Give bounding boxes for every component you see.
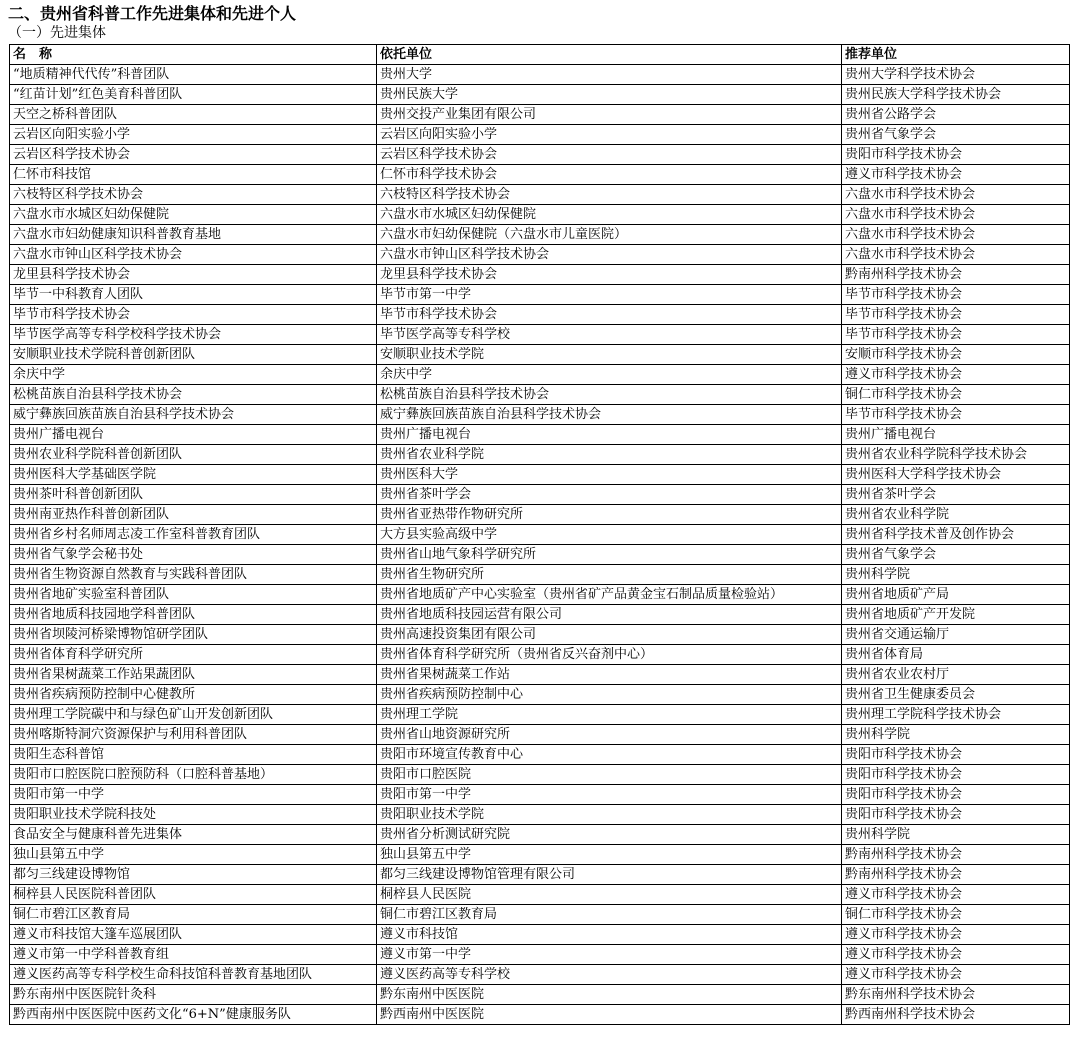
cell-recommending-unit: 贵州省体育局 <box>842 645 1070 665</box>
table-row <box>10 705 1070 725</box>
table-row <box>10 525 1070 545</box>
cell-name: 六盘水市水城区妇幼保健院 <box>10 205 377 225</box>
cell-host-unit: 六盘水市水城区妇幼保健院 <box>377 205 842 225</box>
cell-recommending-unit: 毕节市科学技术协会 <box>842 405 1070 425</box>
cell-host-unit: 贵阳职业技术学院 <box>377 805 842 825</box>
table-row <box>10 905 1070 925</box>
table-row <box>10 205 1070 225</box>
cell-host-unit: 贵阳市第一中学 <box>377 785 842 805</box>
cell-recommending-unit: 贵州省交通运输厅 <box>842 625 1070 645</box>
cell-name: 黔西南州中医医院中医药文化“6+N”健康服务队 <box>10 1005 377 1025</box>
table-row <box>10 145 1070 165</box>
cell-recommending-unit: 贵州省农业科学院 <box>842 505 1070 525</box>
cell-recommending-unit: 贵州民族大学科学技术协会 <box>842 85 1070 105</box>
cell-host-unit: 贵州广播电视台 <box>377 425 842 445</box>
cell-name: 贵州省体育科学研究所 <box>10 645 377 665</box>
cell-recommending-unit: 六盘水市科学技术协会 <box>842 205 1070 225</box>
cell-name: 铜仁市碧江区教育局 <box>10 905 377 925</box>
table-row <box>10 565 1070 585</box>
cell-recommending-unit: 贵州省农业农村厅 <box>842 665 1070 685</box>
header-recommending-unit: 推荐单位 <box>842 45 1070 65</box>
cell-name: 云岩区向阳实验小学 <box>10 125 377 145</box>
cell-host-unit: 贵州省生物研究所 <box>377 565 842 585</box>
table-row <box>10 885 1070 905</box>
cell-recommending-unit: 铜仁市科学技术协会 <box>842 385 1070 405</box>
cell-name: 松桃苗族自治县科学技术协会 <box>10 385 377 405</box>
cell-name: 龙里县科学技术协会 <box>10 265 377 285</box>
cell-name: 余庆中学 <box>10 365 377 385</box>
cell-host-unit: 仁怀市科学技术协会 <box>377 165 842 185</box>
cell-recommending-unit: 贵阳市科学技术协会 <box>842 145 1070 165</box>
cell-name: 贵州省疾病预防控制中心健教所 <box>10 685 377 705</box>
table-row <box>10 345 1070 365</box>
cell-name: 贵阳市口腔医院口腔预防科（口腔科普基地） <box>10 765 377 785</box>
cell-host-unit: 铜仁市碧江区教育局 <box>377 905 842 925</box>
header-host-unit: 依托单位 <box>377 45 842 65</box>
cell-name: 贵州省气象学会秘书处 <box>10 545 377 565</box>
cell-name: 贵阳生态科普馆 <box>10 745 377 765</box>
cell-host-unit: 贵州省山地资源研究所 <box>377 725 842 745</box>
cell-recommending-unit: 遵义市科学技术协会 <box>842 165 1070 185</box>
cell-recommending-unit: 贵州省地质矿产局 <box>842 585 1070 605</box>
cell-name: 贵州理工学院碳中和与绿色矿山开发创新团队 <box>10 705 377 725</box>
cell-recommending-unit: 贵阳市科学技术协会 <box>842 765 1070 785</box>
cell-host-unit: 龙里县科学技术协会 <box>377 265 842 285</box>
table-row <box>10 485 1070 505</box>
cell-host-unit: 云岩区向阳实验小学 <box>377 125 842 145</box>
cell-host-unit: 六盘水市钟山区科学技术协会 <box>377 245 842 265</box>
cell-recommending-unit: 贵州理工学院科学技术协会 <box>842 705 1070 725</box>
cell-name: 威宁彝族回族苗族自治县科学技术协会 <box>10 405 377 425</box>
table-row <box>10 985 1070 1005</box>
table-row <box>10 605 1070 625</box>
cell-host-unit: 贵州省果树蔬菜工作站 <box>377 665 842 685</box>
table-row <box>10 765 1070 785</box>
table-row <box>10 65 1070 85</box>
cell-name: “地质精神代代传”科普团队 <box>10 65 377 85</box>
cell-name: 仁怀市科技馆 <box>10 165 377 185</box>
cell-host-unit: 毕节市科学技术协会 <box>377 305 842 325</box>
cell-host-unit: 贵阳市环境宣传教育中心 <box>377 745 842 765</box>
cell-recommending-unit: 贵州科学院 <box>842 565 1070 585</box>
table-row <box>10 305 1070 325</box>
cell-recommending-unit: 贵州省公路学会 <box>842 105 1070 125</box>
cell-host-unit: 六枝特区科学技术协会 <box>377 185 842 205</box>
table-row <box>10 585 1070 605</box>
header-name: 名 称 <box>10 45 377 65</box>
table-row <box>10 545 1070 565</box>
cell-name: “红苗计划”红色美育科普团队 <box>10 85 377 105</box>
subsection-title: （一）先进集体 <box>8 25 106 41</box>
table-row <box>10 865 1070 885</box>
cell-recommending-unit: 贵州省气象学会 <box>842 545 1070 565</box>
table-row <box>10 625 1070 645</box>
cell-recommending-unit: 安顺市科学技术协会 <box>842 345 1070 365</box>
section-title: 二、贵州省科普工作先进集体和先进个人 <box>8 4 297 23</box>
cell-host-unit: 贵州高速投资集团有限公司 <box>377 625 842 645</box>
table-row <box>10 665 1070 685</box>
cell-recommending-unit: 贵州省科学技术普及创作协会 <box>842 525 1070 545</box>
table-row <box>10 365 1070 385</box>
cell-name: 遵义市第一中学科普教育组 <box>10 945 377 965</box>
cell-name: 六盘水市钟山区科学技术协会 <box>10 245 377 265</box>
cell-recommending-unit: 贵州省农业科学院科学技术协会 <box>842 445 1070 465</box>
table-row <box>10 825 1070 845</box>
cell-recommending-unit: 贵州大学科学技术协会 <box>842 65 1070 85</box>
cell-host-unit: 贵州省地质科技园运营有限公司 <box>377 605 842 625</box>
cell-host-unit: 遵义医药高等专科学校 <box>377 965 842 985</box>
cell-host-unit: 贵州交投产业集团有限公司 <box>377 105 842 125</box>
cell-name: 贵阳市第一中学 <box>10 785 377 805</box>
cell-host-unit: 大方县实验高级中学 <box>377 525 842 545</box>
cell-name: 贵州农业科学院科普创新团队 <box>10 445 377 465</box>
table-row <box>10 945 1070 965</box>
cell-host-unit: 黔东南州中医医院 <box>377 985 842 1005</box>
cell-name: 独山县第五中学 <box>10 845 377 865</box>
cell-name: 贵州省地质科技园地学科普团队 <box>10 605 377 625</box>
cell-host-unit: 六盘水市妇幼保健院（六盘水市儿童医院） <box>377 225 842 245</box>
cell-name: 毕节一中科教育人团队 <box>10 285 377 305</box>
cell-name: 贵州省乡村名师周志凌工作室科普教育团队 <box>10 525 377 545</box>
table-row <box>10 1005 1070 1025</box>
table-row <box>10 85 1070 105</box>
table-row <box>10 465 1070 485</box>
cell-host-unit: 贵州省茶叶学会 <box>377 485 842 505</box>
cell-host-unit: 贵州省地质矿产中心实验室（贵州省矿产品黄金宝石制品质量检验站） <box>377 585 842 605</box>
cell-host-unit: 贵州大学 <box>377 65 842 85</box>
cell-recommending-unit: 贵州医科大学科学技术协会 <box>842 465 1070 485</box>
cell-name: 遵义市科技馆大篷车巡展团队 <box>10 925 377 945</box>
table-row <box>10 725 1070 745</box>
table-row <box>10 445 1070 465</box>
table-row <box>10 645 1070 665</box>
cell-host-unit: 松桃苗族自治县科学技术协会 <box>377 385 842 405</box>
cell-name: 贵州省生物资源自然教育与实践科普团队 <box>10 565 377 585</box>
cell-host-unit: 贵州省农业科学院 <box>377 445 842 465</box>
cell-name: 都匀三线建设博物馆 <box>10 865 377 885</box>
cell-host-unit: 贵州省疾病预防控制中心 <box>377 685 842 705</box>
cell-recommending-unit: 遵义市科学技术协会 <box>842 965 1070 985</box>
cell-recommending-unit: 贵州省气象学会 <box>842 125 1070 145</box>
cell-name: 遵义医药高等专科学校生命科技馆科普教育基地团队 <box>10 965 377 985</box>
cell-name: 毕节市科学技术协会 <box>10 305 377 325</box>
cell-recommending-unit: 遵义市科学技术协会 <box>842 885 1070 905</box>
cell-host-unit: 毕节市第一中学 <box>377 285 842 305</box>
cell-name: 毕节医学高等专科学校科学技术协会 <box>10 325 377 345</box>
table-row <box>10 925 1070 945</box>
cell-name: 安顺职业技术学院科普创新团队 <box>10 345 377 365</box>
cell-recommending-unit: 贵阳市科学技术协会 <box>842 745 1070 765</box>
cell-host-unit: 贵阳市口腔医院 <box>377 765 842 785</box>
table-row <box>10 685 1070 705</box>
cell-name: 贵州医科大学基础医学院 <box>10 465 377 485</box>
cell-host-unit: 黔西南州中医医院 <box>377 1005 842 1025</box>
cell-recommending-unit: 六盘水市科学技术协会 <box>842 185 1070 205</box>
cell-host-unit: 贵州省山地气象科学研究所 <box>377 545 842 565</box>
table-row <box>10 385 1070 405</box>
table-row <box>10 425 1070 445</box>
cell-recommending-unit: 遵义市科学技术协会 <box>842 925 1070 945</box>
cell-name: 云岩区科学技术协会 <box>10 145 377 165</box>
cell-name: 贵州南亚热作科普创新团队 <box>10 505 377 525</box>
table-row <box>10 105 1070 125</box>
cell-host-unit: 贵州省亚热带作物研究所 <box>377 505 842 525</box>
cell-host-unit: 贵州省体育科学研究所（贵州省反兴奋剂中心） <box>377 645 842 665</box>
cell-recommending-unit: 黔南州科学技术协会 <box>842 845 1070 865</box>
cell-recommending-unit: 贵阳市科学技术协会 <box>842 785 1070 805</box>
cell-recommending-unit: 黔南州科学技术协会 <box>842 865 1070 885</box>
cell-host-unit: 贵州省分析测试研究院 <box>377 825 842 845</box>
cell-host-unit: 遵义市第一中学 <box>377 945 842 965</box>
cell-host-unit: 贵州民族大学 <box>377 85 842 105</box>
table-row <box>10 745 1070 765</box>
cell-recommending-unit: 黔东南州科学技术协会 <box>842 985 1070 1005</box>
cell-name: 贵州省果树蔬菜工作站果蔬团队 <box>10 665 377 685</box>
cell-name: 贵州喀斯特洞穴资源保护与利用科普团队 <box>10 725 377 745</box>
table-row <box>10 325 1070 345</box>
table-row <box>10 125 1070 145</box>
cell-recommending-unit: 铜仁市科学技术协会 <box>842 905 1070 925</box>
table-row <box>10 285 1070 305</box>
cell-host-unit: 遵义市科技馆 <box>377 925 842 945</box>
table-row <box>10 785 1070 805</box>
cell-recommending-unit: 贵州科学院 <box>842 725 1070 745</box>
cell-recommending-unit: 六盘水市科学技术协会 <box>842 225 1070 245</box>
cell-recommending-unit: 贵州广播电视台 <box>842 425 1070 445</box>
cell-host-unit: 云岩区科学技术协会 <box>377 145 842 165</box>
table-row <box>10 225 1070 245</box>
cell-host-unit: 贵州理工学院 <box>377 705 842 725</box>
table-header-row <box>10 45 1070 65</box>
cell-recommending-unit: 毕节市科学技术协会 <box>842 305 1070 325</box>
cell-name: 六枝特区科学技术协会 <box>10 185 377 205</box>
cell-recommending-unit: 贵州省茶叶学会 <box>842 485 1070 505</box>
cell-host-unit: 安顺职业技术学院 <box>377 345 842 365</box>
cell-name: 贵州广播电视台 <box>10 425 377 445</box>
cell-name: 六盘水市妇幼健康知识科普教育基地 <box>10 225 377 245</box>
cell-recommending-unit: 遵义市科学技术协会 <box>842 945 1070 965</box>
table-row <box>10 405 1070 425</box>
cell-host-unit: 毕节医学高等专科学校 <box>377 325 842 345</box>
cell-name: 贵阳职业技术学院科技处 <box>10 805 377 825</box>
cell-recommending-unit: 六盘水市科学技术协会 <box>842 245 1070 265</box>
cell-recommending-unit: 黔南州科学技术协会 <box>842 265 1070 285</box>
cell-name: 黔东南州中医医院针灸科 <box>10 985 377 1005</box>
cell-name: 食品安全与健康科普先进集体 <box>10 825 377 845</box>
table-row <box>10 965 1070 985</box>
cell-name: 天空之桥科普团队 <box>10 105 377 125</box>
cell-name: 贵州省坝陵河桥梁博物馆研学团队 <box>10 625 377 645</box>
cell-recommending-unit: 贵州省地质矿产开发院 <box>842 605 1070 625</box>
cell-name: 贵州省地矿实验室科普团队 <box>10 585 377 605</box>
table-row <box>10 505 1070 525</box>
cell-recommending-unit: 毕节市科学技术协会 <box>842 325 1070 345</box>
cell-host-unit: 贵州医科大学 <box>377 465 842 485</box>
cell-host-unit: 威宁彝族回族苗族自治县科学技术协会 <box>377 405 842 425</box>
cell-host-unit: 桐梓县人民医院 <box>377 885 842 905</box>
cell-host-unit: 余庆中学 <box>377 365 842 385</box>
cell-host-unit: 都匀三线建设博物馆管理有限公司 <box>377 865 842 885</box>
cell-host-unit: 独山县第五中学 <box>377 845 842 865</box>
cell-recommending-unit: 毕节市科学技术协会 <box>842 285 1070 305</box>
advanced-collectives-table <box>9 44 1070 1025</box>
table-row <box>10 245 1070 265</box>
table-row <box>10 845 1070 865</box>
cell-recommending-unit: 贵州省卫生健康委员会 <box>842 685 1070 705</box>
cell-name: 桐梓县人民医院科普团队 <box>10 885 377 905</box>
table-row <box>10 165 1070 185</box>
cell-recommending-unit: 贵州科学院 <box>842 825 1070 845</box>
table-row <box>10 185 1070 205</box>
cell-recommending-unit: 贵阳市科学技术协会 <box>842 805 1070 825</box>
cell-recommending-unit: 黔西南州科学技术协会 <box>842 1005 1070 1025</box>
cell-recommending-unit: 遵义市科学技术协会 <box>842 365 1070 385</box>
table-row <box>10 805 1070 825</box>
table-body <box>10 65 1070 1025</box>
cell-name: 贵州茶叶科普创新团队 <box>10 485 377 505</box>
table-row <box>10 265 1070 285</box>
